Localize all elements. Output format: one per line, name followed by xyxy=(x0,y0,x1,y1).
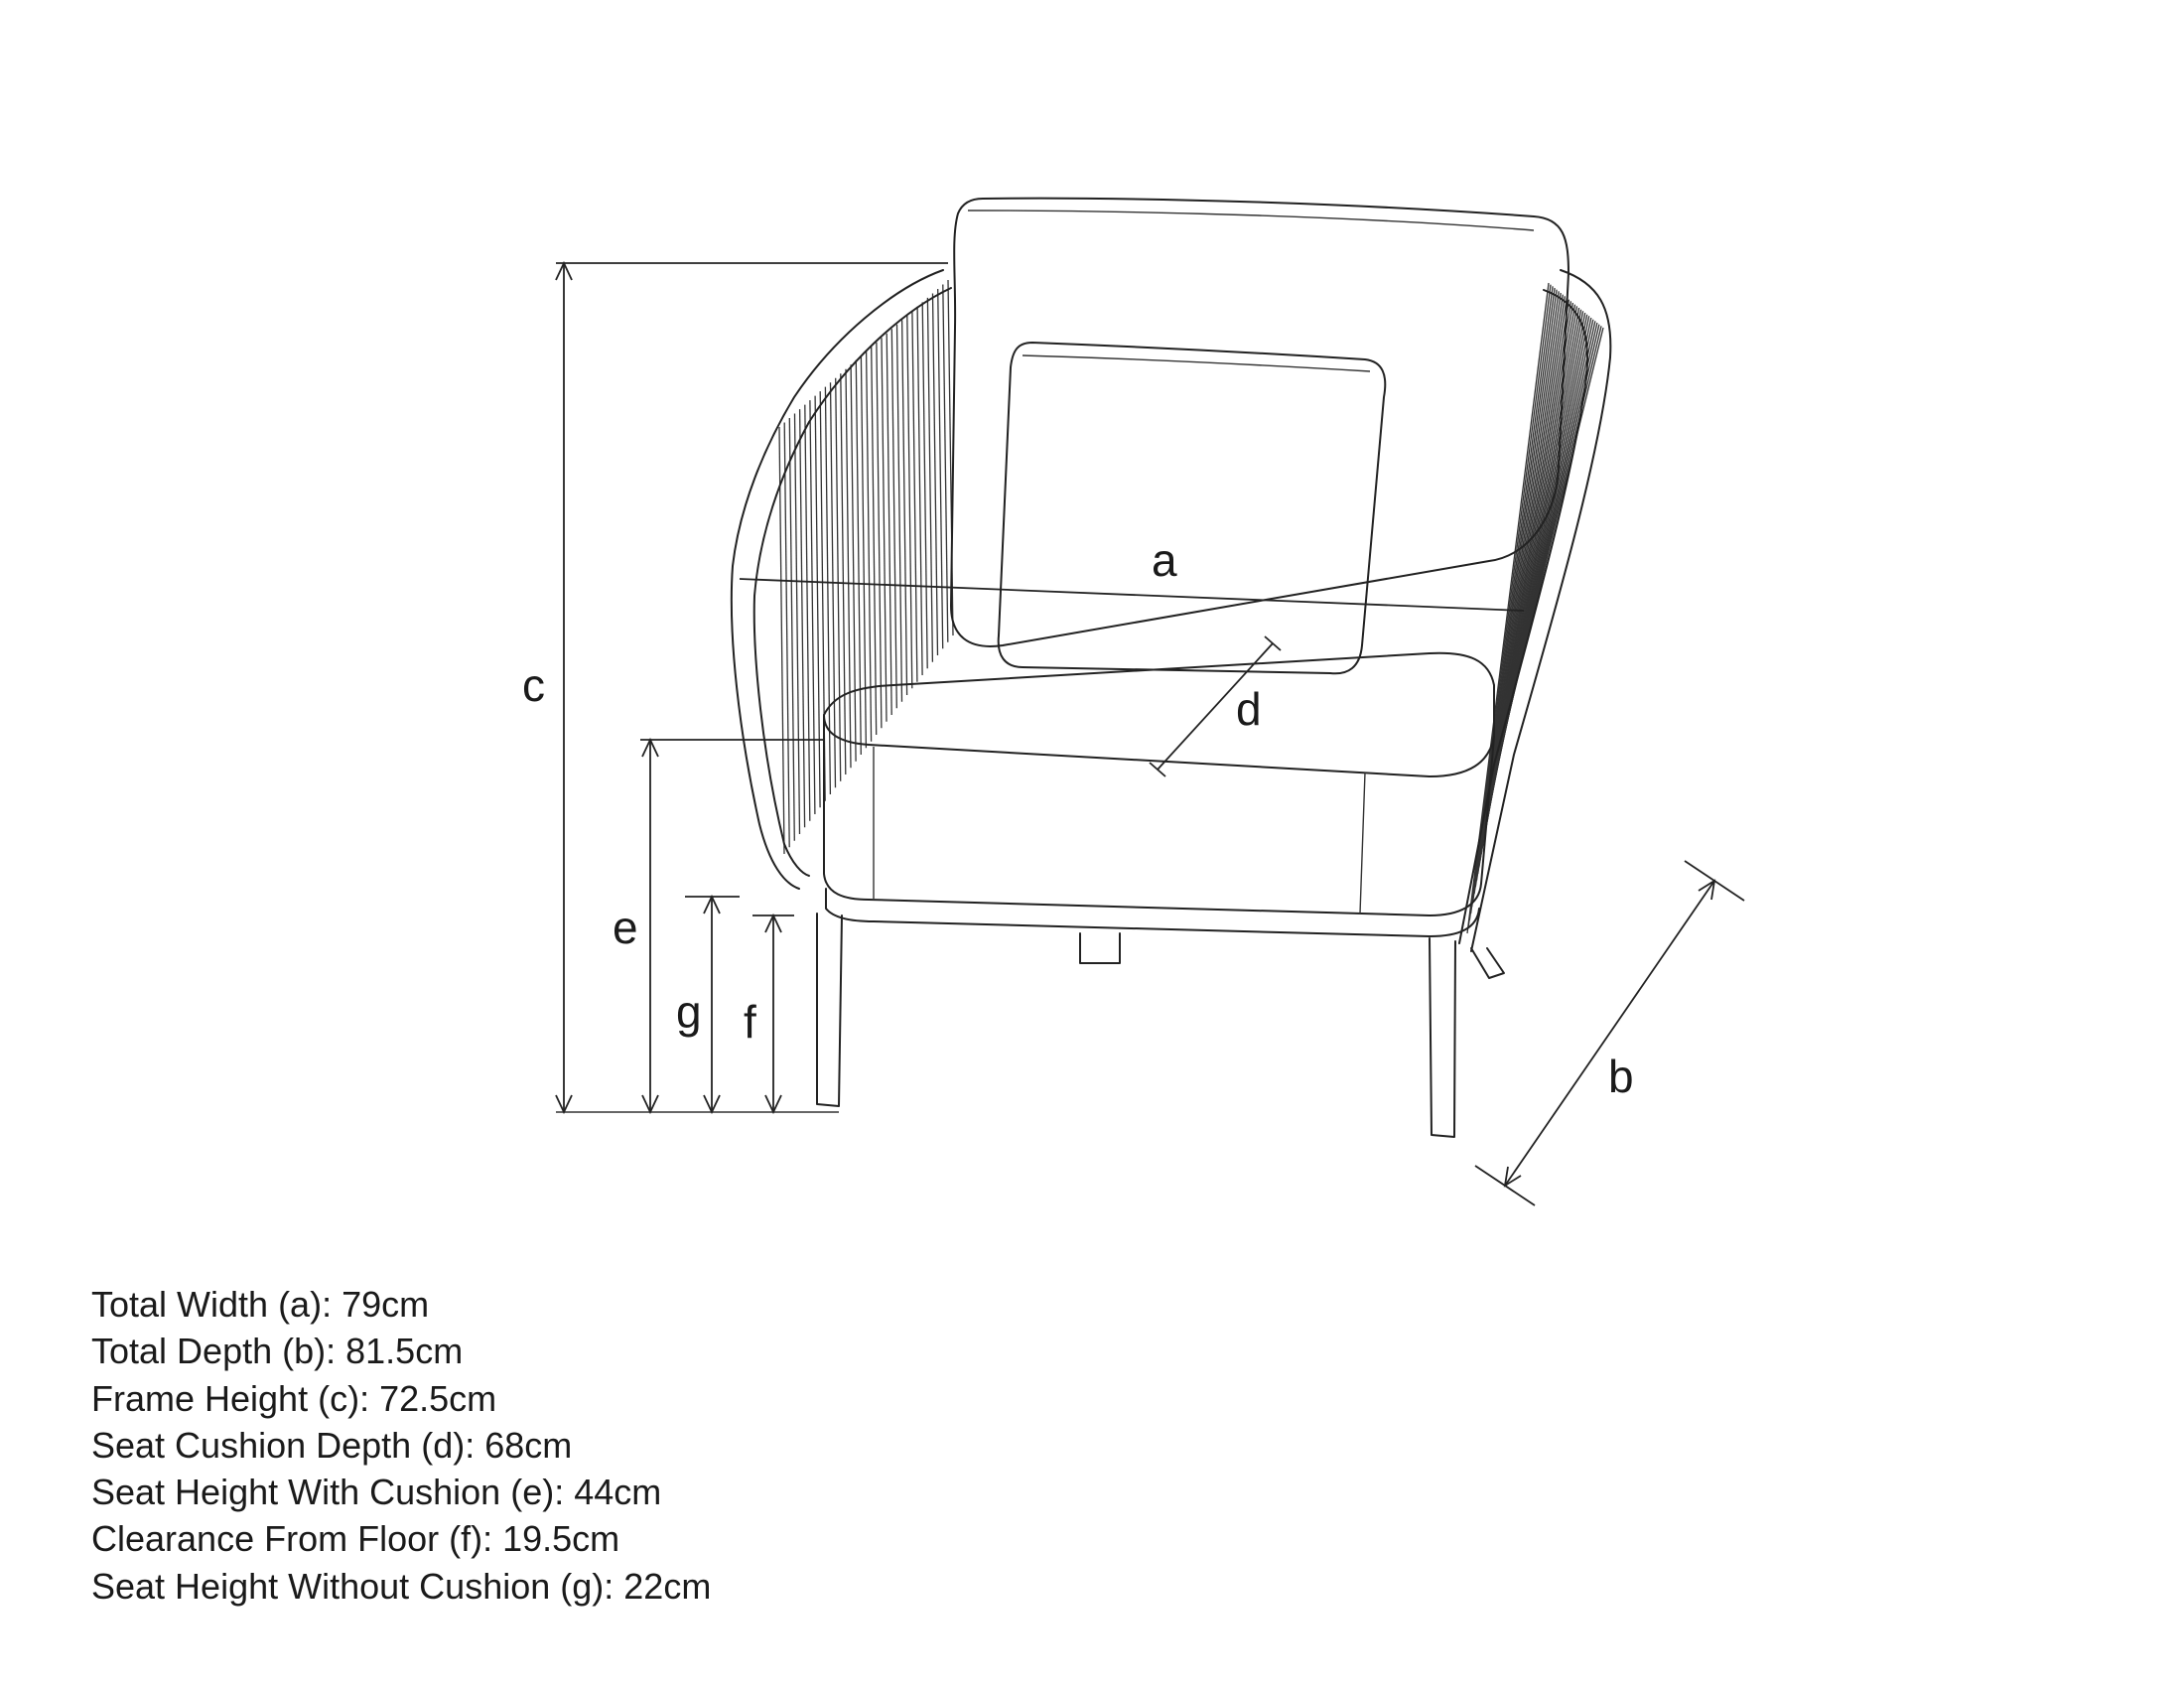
left-rope-slat xyxy=(841,373,846,774)
spec-label: Frame Height (c) xyxy=(91,1377,360,1419)
left-rope-slat xyxy=(779,427,784,854)
dim-label-d: d xyxy=(1236,683,1262,735)
armchair-illustration xyxy=(556,199,1610,1137)
dim-label-g: g xyxy=(676,986,702,1038)
left-rope-slat xyxy=(891,329,896,708)
left-rope-slat xyxy=(795,414,800,835)
spec-label: Total Width (a) xyxy=(91,1284,323,1325)
dim-label-f: f xyxy=(744,996,756,1048)
spec-value: 68cm xyxy=(484,1424,573,1466)
back-cushion-seam xyxy=(968,211,1534,230)
left-rope-slat xyxy=(902,320,907,695)
left-rope-slat xyxy=(907,316,912,688)
spec-clearance-from-floor: Clearance From Floor (f): 19.5cm xyxy=(91,1518,620,1560)
left-rope-slat xyxy=(831,382,836,787)
spec-seat-height-with-cushion: Seat Height With Cushion (e): 44cm xyxy=(91,1472,662,1513)
left-rope-slat xyxy=(789,418,794,841)
dim-label-b: b xyxy=(1608,1051,1634,1102)
dim-a-line xyxy=(740,579,1524,611)
lumbar-pillow-seam xyxy=(1023,355,1370,371)
spec-total-width: Total Width (a): 79cm xyxy=(91,1284,430,1325)
left-rope-slat xyxy=(856,360,861,755)
spec-value: 44cm xyxy=(574,1472,662,1513)
spec-label: Seat Cushion Depth (d) xyxy=(91,1424,466,1466)
seat-cushion-piping xyxy=(874,747,1365,914)
seat-cushion-front xyxy=(824,715,1494,915)
dimension-spec-list xyxy=(91,1281,711,1610)
spec-label: Clearance From Floor (f) xyxy=(91,1518,483,1560)
left-rope-slat xyxy=(877,343,882,729)
dim-label-e: e xyxy=(613,902,638,953)
center-foot xyxy=(1080,933,1120,963)
seat-base xyxy=(826,889,1479,936)
spec-value: 79cm xyxy=(341,1284,430,1325)
spec-frame-height: Frame Height (c): 72.5cm xyxy=(91,1377,497,1419)
left-rope-slat xyxy=(836,378,841,781)
left-rope-slat xyxy=(784,423,789,848)
left-rope-slat xyxy=(938,289,943,648)
spec-value: 22cm xyxy=(623,1565,712,1607)
left-rope-slat xyxy=(872,347,877,735)
lumbar-pillow xyxy=(999,343,1386,673)
left-rope-slat xyxy=(800,409,805,827)
spec-label: Seat Height With Cushion (e) xyxy=(91,1472,555,1513)
left-rope-slat xyxy=(912,311,917,681)
left-rope-slat xyxy=(933,294,938,656)
left-rope-slat xyxy=(805,405,810,821)
back-cushion xyxy=(951,199,1569,646)
dim-b-line xyxy=(1505,881,1714,1186)
left-rope-slat xyxy=(867,352,872,742)
seat-cushion-top xyxy=(824,653,1494,776)
dim-label-a: a xyxy=(1152,534,1177,586)
left-rope-slat xyxy=(825,387,830,794)
left-rope-slat xyxy=(917,307,922,675)
spec-total-depth: Total Depth (b): 81.5cm xyxy=(91,1331,464,1372)
left-rope-slat xyxy=(897,325,902,702)
dim-label-c: c xyxy=(522,659,545,711)
left-rope-slat xyxy=(882,338,887,721)
left-rope-slat xyxy=(927,298,932,662)
left-rope-slat xyxy=(887,334,891,715)
spec-value: 19.5cm xyxy=(502,1518,620,1560)
back-right-leg xyxy=(1471,948,1504,978)
front-left-leg xyxy=(817,914,842,1106)
left-rope-slat xyxy=(815,396,820,808)
left-rope-slat xyxy=(846,369,851,769)
spec-label: Seat Height Without Cushion (g) xyxy=(91,1565,605,1607)
left-rope-slat xyxy=(922,302,927,668)
left-rope-slat xyxy=(943,285,948,642)
spec-value: 81.5cm xyxy=(345,1331,464,1372)
left-rope-slat xyxy=(851,364,856,762)
spec-seat-cushion-depth: Seat Cushion Depth (d): 68cm xyxy=(91,1424,573,1466)
left-rope-slat xyxy=(810,400,815,814)
spec-seat-height-without-cushion: Seat Height Without Cushion (g): 22cm xyxy=(91,1565,712,1607)
spec-label: Total Depth (b) xyxy=(91,1331,327,1372)
spec-value: 72.5cm xyxy=(379,1377,497,1419)
left-rope-weave xyxy=(779,280,953,854)
front-right-leg xyxy=(1430,938,1455,1137)
